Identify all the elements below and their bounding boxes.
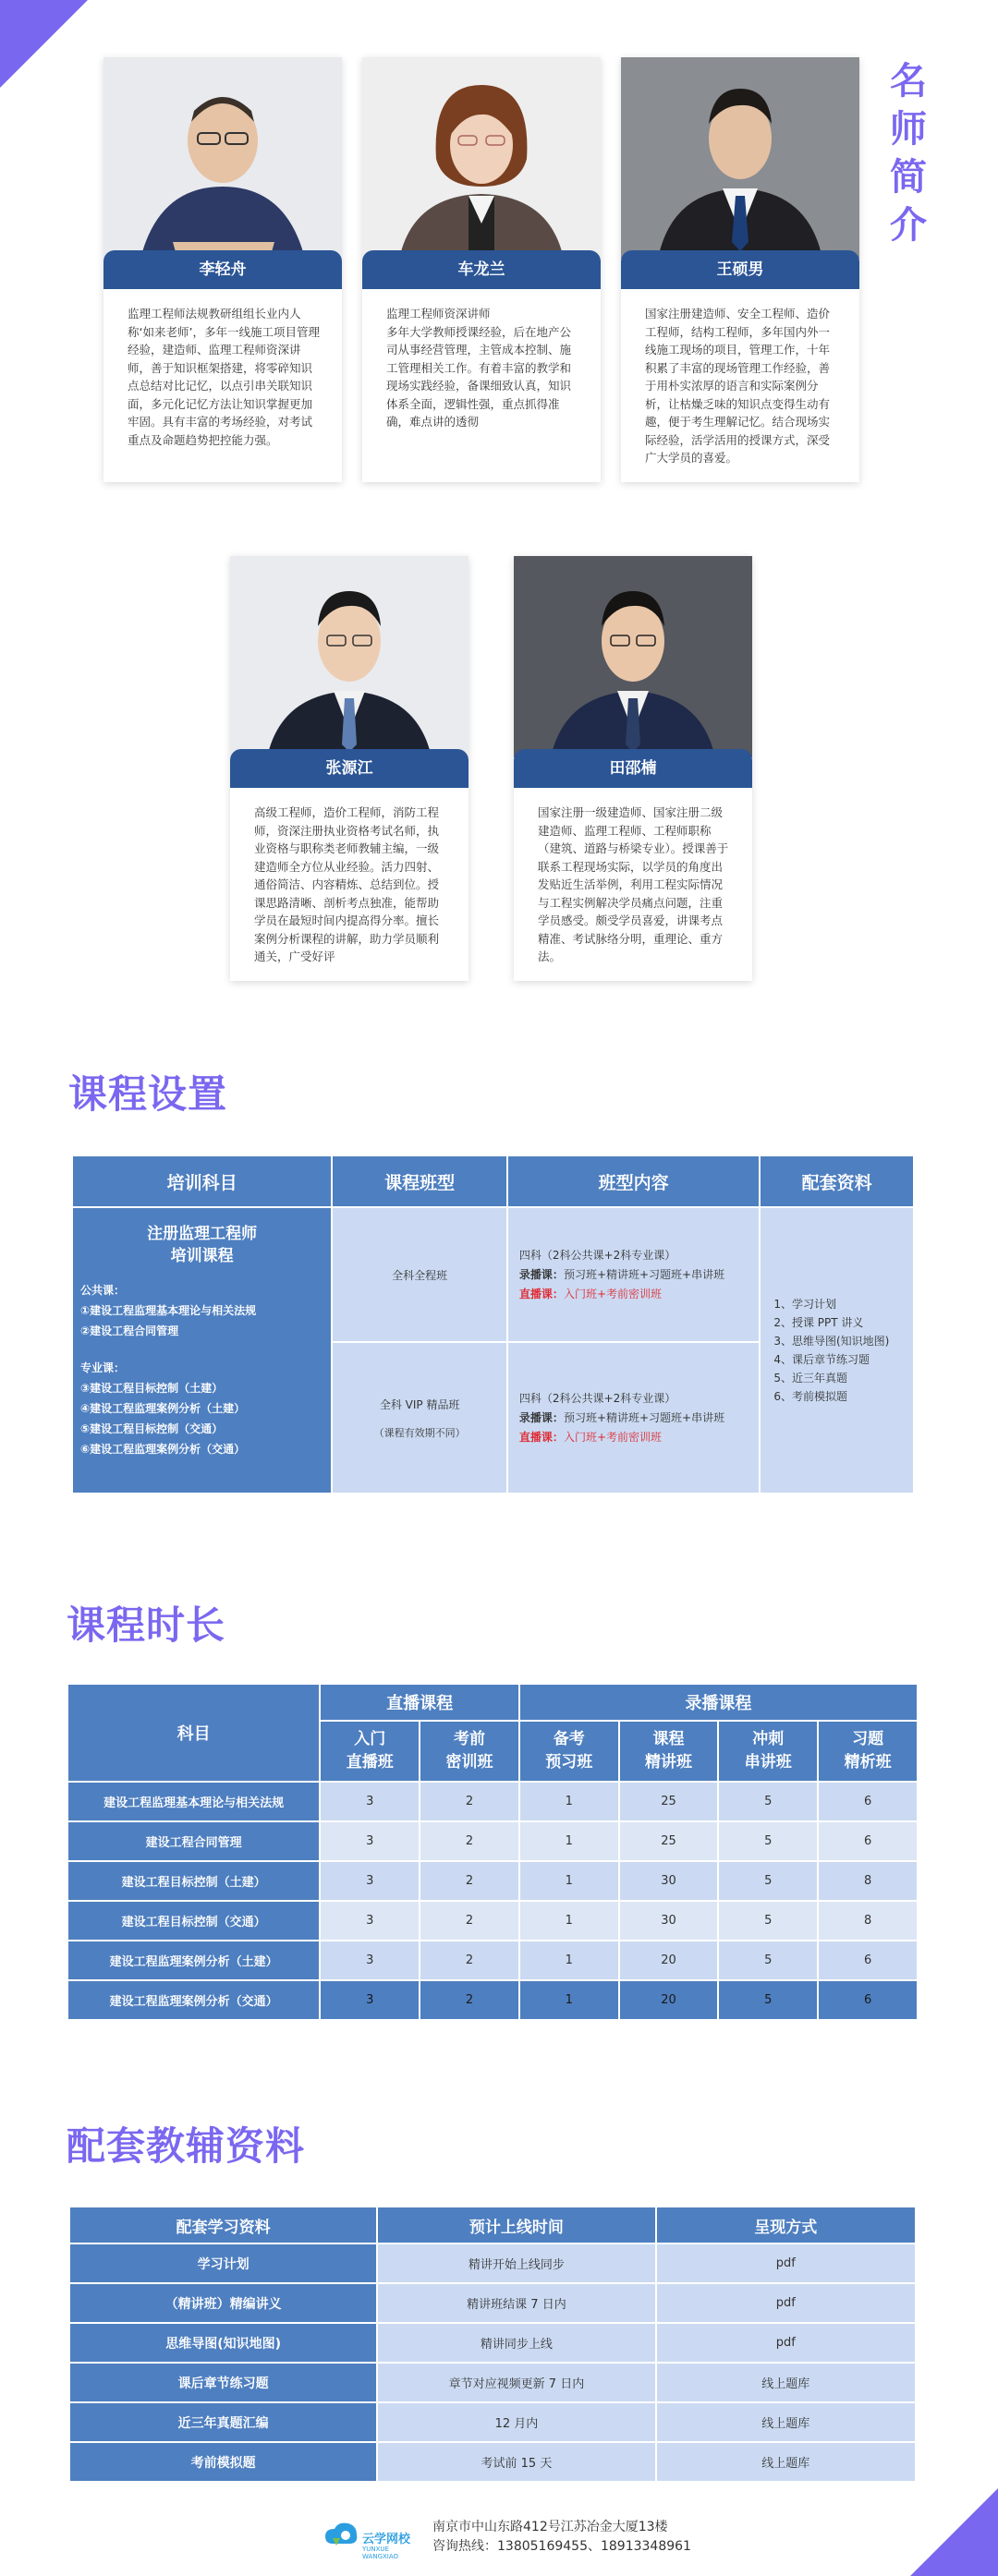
major-course-label: 专业课： — [80, 1361, 126, 1374]
teacher-name: 田邵楠 — [514, 749, 752, 788]
teacher-card — [230, 556, 469, 981]
material-item: 3、思维导图(知识地图) — [773, 1335, 890, 1348]
teacher-bio: 国家注册建造师、安全工程师、造价工程师，结构工程师，多年国内外一线施工现场的项目，管理工作，十年积累了丰富的现场管理工作经验，善于用朴实浓厚的语言和实际案例分析，让枯燥乏味的知识点变得生动有趣，便于考生理解记忆。结合现场实际经验，活学活用的授课方式，深受广大学员的喜爱。 — [645, 307, 831, 465]
material-name: 近三年真题汇编 — [69, 2402, 377, 2442]
teacher-bio: 监理工程师资深讲师 多年大学教师授课经验，后在地产公司从事经营管理，主管成本控制、施工管理相关工作。有着丰富的教学和现场实践经验，备课细致认真，知识体系全面，逻辑性强，重点抓得准确，难点讲的透彻 — [386, 307, 572, 429]
teacher-card — [103, 57, 342, 482]
teacher-photo — [103, 57, 342, 279]
duration-value: 8 — [818, 1901, 918, 1941]
duration-value: 2 — [420, 1821, 519, 1861]
table-header: 配套学习资料 — [69, 2207, 377, 2243]
subject-item: ⑥建设工程监理案例分析（交通） — [80, 1443, 246, 1456]
table-row — [67, 1821, 918, 1861]
duration-value: 30 — [619, 1901, 719, 1941]
table-header: 预计上线时间 — [377, 2207, 655, 2243]
delivery-format: 线上题库 — [656, 2402, 916, 2442]
duration-value: 1 — [519, 1980, 619, 2020]
table-header: 呈现方式 — [656, 2207, 916, 2243]
duration-value: 20 — [619, 1980, 719, 2020]
release-time: 精讲同步上线 — [377, 2323, 655, 2363]
duration-value: 8 — [818, 1861, 918, 1901]
address: 南京市中山东路412号江苏冶金大厦13楼 — [432, 2520, 668, 2534]
duration-value: 2 — [420, 1782, 519, 1821]
subject-cell: 建设工程目标控制（交通） — [67, 1901, 320, 1941]
duration-value: 6 — [818, 1980, 918, 2020]
duration-value: 3 — [320, 1980, 420, 2020]
logo-icon — [323, 2520, 360, 2553]
material-item: 2、授课 PPT 讲义 — [773, 1316, 864, 1329]
duration-column-header: 入门 直播班 — [320, 1721, 420, 1782]
teacher-name: 张源江 — [230, 749, 469, 788]
duration-value: 2 — [420, 1861, 519, 1901]
teacher-name: 李轻舟 — [103, 250, 342, 289]
class-note: （课程有效期不同） — [373, 1426, 466, 1439]
material-name: 考前模拟题 — [69, 2442, 377, 2482]
table-row — [67, 1941, 918, 1980]
table-header: 培训科目 — [72, 1155, 332, 1207]
duration-value: 1 — [519, 1941, 619, 1980]
table-row — [67, 1782, 918, 1821]
duration-value: 3 — [320, 1782, 420, 1821]
delivery-format: pdf — [656, 2243, 916, 2283]
duration-value: 3 — [320, 1861, 420, 1901]
material-name: 学习计划 — [69, 2243, 377, 2283]
teacher-photo — [362, 57, 601, 279]
release-time: 精讲班结课 7 日内 — [377, 2283, 655, 2323]
material-item: 6、考前模拟题 — [773, 1390, 847, 1403]
class-content-line: 四科（2科公共课+2科专业课） — [518, 1248, 676, 1262]
table-row — [67, 1980, 918, 2020]
subject-item: ①建设工程监理基本理论与相关法规 — [80, 1304, 257, 1317]
course-duration-title: 课程时长 — [67, 1602, 226, 1648]
teacher-bio: 高级工程师，造价工程师，消防工程师，资深注册执业资格考试名师，执业资格与职称类老师教辅主编，一级建造师全方位从业经验。活力四射、通俗简洁、内容精炼、总结到位。授课思路清晰、剖析考点独准，能帮助学员在最短时间内提高得分率。擅长案例分析课程的讲解，助力学员顺利通关，广受好评 — [254, 805, 440, 963]
duration-value: 6 — [818, 1821, 918, 1861]
release-time: 章节对应视频更新 7 日内 — [377, 2363, 655, 2402]
subject-cell: 建设工程监理案例分析（土建） — [67, 1941, 320, 1980]
subject-column-header: 科目 — [67, 1684, 320, 1782]
duration-value: 2 — [420, 1941, 519, 1980]
class-type-cell — [332, 1207, 507, 1342]
table-row — [69, 2243, 916, 2283]
subject-item: ②建设工程合同管理 — [80, 1324, 179, 1337]
teachers-section-title: 名师简介 — [890, 60, 927, 247]
table-row — [69, 2442, 916, 2482]
logo-subtext: YUNXUE WANGXIAO — [362, 2546, 399, 2560]
table-row — [69, 2283, 916, 2323]
duration-value: 1 — [519, 1821, 619, 1861]
recorded-label: 录播课： — [518, 1267, 564, 1281]
teacher-name: 王硕男 — [621, 250, 859, 289]
class-content-cell — [507, 1342, 760, 1494]
course-duration-table — [67, 1683, 919, 2021]
duration-value: 3 — [320, 1941, 420, 1980]
duration-value: 1 — [519, 1901, 619, 1941]
material-name: 课后章节练习题 — [69, 2363, 377, 2402]
subject-cell: 建设工程监理基本理论与相关法规 — [67, 1782, 320, 1821]
material-item: 4、课后章节练习题 — [773, 1353, 870, 1366]
subject-cell: 建设工程目标控制（土建） — [67, 1861, 320, 1901]
logo-text: 云学网校 — [362, 2533, 411, 2546]
material-item: 1、学习计划 — [773, 1298, 836, 1311]
table-row — [67, 1901, 918, 1941]
delivery-format: pdf — [656, 2323, 916, 2363]
material-name: （精讲班）精编讲义 — [69, 2283, 377, 2323]
table-header: 班型内容 — [507, 1155, 760, 1207]
recorded-content: 预习班+精讲班+习题班+串讲班 — [563, 1267, 725, 1281]
duration-value: 2 — [420, 1980, 519, 2020]
course-setup-title: 课程设置 — [68, 1071, 228, 1117]
duration-column-header: 冲刺 串讲班 — [718, 1721, 818, 1782]
subject-item: ⑤建设工程目标控制（交通） — [80, 1422, 224, 1435]
subject-cell: 建设工程合同管理 — [67, 1821, 320, 1861]
material-item: 5、近三年真题 — [773, 1372, 847, 1385]
class-content-line: 四科（2科公共课+2科专业课） — [518, 1391, 676, 1405]
corner-decoration-top-left — [0, 0, 88, 88]
duration-value: 1 — [519, 1861, 619, 1901]
table-row — [69, 2323, 916, 2363]
materials-title: 配套教辅资料 — [67, 2123, 306, 2169]
live-label: 直播课： — [518, 1430, 564, 1444]
duration-value: 5 — [718, 1941, 818, 1980]
duration-column-header: 习题 精析班 — [818, 1721, 918, 1782]
duration-value: 3 — [320, 1821, 420, 1861]
footer — [323, 2514, 739, 2560]
subject-cell: 建设工程监理案例分析（交通） — [67, 1980, 320, 2020]
teacher-photo — [230, 556, 469, 778]
delivery-format: pdf — [656, 2283, 916, 2323]
materials-cell — [760, 1207, 914, 1494]
recorded-content: 预习班+精讲班+习题班+串讲班 — [563, 1410, 725, 1424]
materials-table — [68, 2206, 917, 2483]
delivery-format: 线上题库 — [656, 2363, 916, 2402]
duration-value: 25 — [619, 1782, 719, 1821]
subject-heading: 注册监理工程师 培训课程 — [147, 1225, 258, 1265]
duration-value: 25 — [619, 1821, 719, 1861]
duration-column-header: 课程 精讲班 — [619, 1721, 719, 1782]
class-name: 全科 VIP 精品班 — [379, 1397, 460, 1411]
class-type-cell — [332, 1342, 507, 1494]
delivery-format: 线上题库 — [656, 2442, 916, 2482]
course-setup-table — [71, 1155, 915, 1494]
table-row — [69, 2363, 916, 2402]
duration-value: 2 — [420, 1901, 519, 1941]
public-course-label: 公共课： — [80, 1284, 126, 1297]
duration-column-header: 考前 密训班 — [420, 1721, 519, 1782]
teacher-name: 车龙兰 — [362, 250, 601, 289]
teacher-photo — [514, 556, 752, 778]
duration-value: 5 — [718, 1821, 818, 1861]
recorded-group-header: 录播课程 — [519, 1684, 918, 1721]
table-header: 课程班型 — [332, 1155, 507, 1207]
release-time: 精讲开始上线同步 — [377, 2243, 655, 2283]
hotline: 咨询热线：13805169455、18913348961 — [432, 2539, 691, 2554]
duration-value: 30 — [619, 1861, 719, 1901]
subject-item: ④建设工程监理案例分析（土建） — [80, 1402, 246, 1415]
table-row — [67, 1861, 918, 1901]
live-group-header: 直播课程 — [320, 1684, 519, 1721]
duration-value: 6 — [818, 1941, 918, 1980]
teacher-card — [621, 57, 859, 482]
duration-value: 5 — [718, 1980, 818, 2020]
table-row — [69, 2402, 916, 2442]
teacher-photo — [621, 57, 859, 279]
corner-decoration-bottom-right — [910, 2488, 998, 2576]
duration-value: 1 — [519, 1782, 619, 1821]
subject-cell — [72, 1207, 332, 1494]
subject-item: ③建设工程目标控制（土建） — [80, 1382, 224, 1395]
teacher-bio: 国家注册一级建造师、国家注册二级建造师、监理工程师、工程师职称（建筑、道路与桥梁专业）。授课善于联系工程现场实际，以学员的角度出发贴近生活举例，利用工程实际情况与工程实例解决学员痛点问题，注重学员感受。颇受学员喜爱，讲课考点精准、考试脉络分明，重理论、重方法。 — [538, 805, 729, 963]
duration-value: 5 — [718, 1782, 818, 1821]
duration-value: 6 — [818, 1782, 918, 1821]
release-time: 考试前 15 天 — [377, 2442, 655, 2482]
recorded-label: 录播课： — [518, 1410, 564, 1424]
duration-column-header: 备考 预习班 — [519, 1721, 619, 1782]
live-content: 入门班+考前密训班 — [563, 1430, 662, 1444]
duration-value: 5 — [718, 1861, 818, 1901]
class-content-cell — [507, 1207, 760, 1342]
duration-value: 5 — [718, 1901, 818, 1941]
duration-value: 3 — [320, 1901, 420, 1941]
duration-value: 20 — [619, 1941, 719, 1980]
release-time: 12 月内 — [377, 2402, 655, 2442]
teacher-card — [514, 556, 752, 981]
logo — [323, 2520, 416, 2560]
live-label: 直播课： — [518, 1287, 564, 1300]
live-content: 入门班+考前密训班 — [563, 1287, 662, 1300]
teacher-card — [362, 57, 601, 482]
table-header: 配套资料 — [760, 1155, 914, 1207]
class-name: 全科全程班 — [392, 1268, 448, 1282]
teacher-bio: 监理工程师法规教研组组长业内人称‘如来老师’，多年一线施工项目管理经验，建造师、监理工程师资深讲师，善于知识框架搭建，将零碎知识点总结对比记忆，以点引串关联知识面，多元化记忆方法让知识掌握更加牢固。具有丰富的考场经验，对考试重点及命题趋势把控能力强。 — [128, 307, 320, 447]
material-name: 思维导图(知识地图) — [69, 2323, 377, 2363]
